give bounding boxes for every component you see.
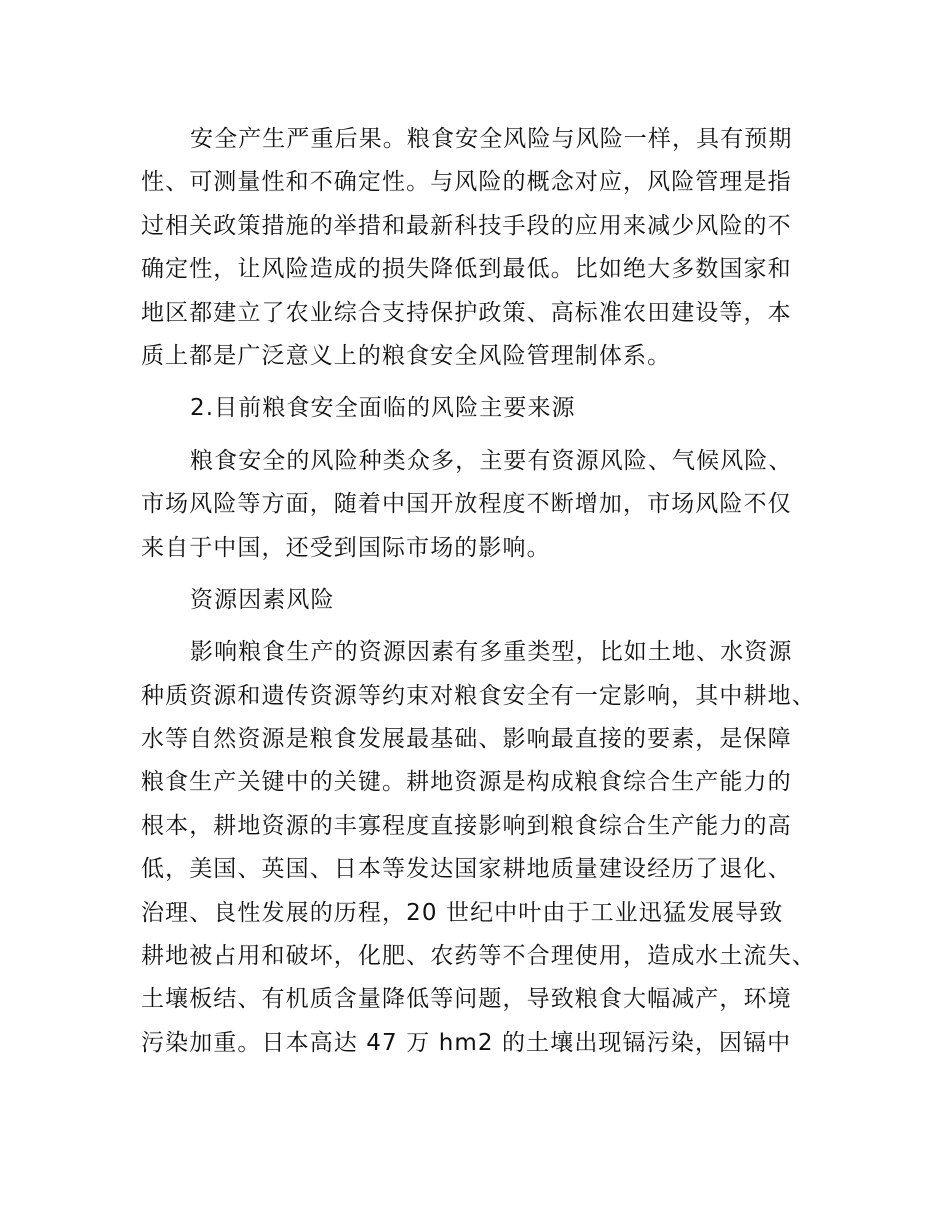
- heading-line: 2.目前粮食安全面临的风险主要来源: [190, 395, 576, 422]
- document-page: [141, 118, 816, 1065]
- text-line: 粮食安全的风险种类众多，主要有资源风险、气候风险、: [190, 447, 793, 474]
- section-heading-risk-sources: [141, 387, 813, 430]
- text-line: 治理、良性发展的历程，20 世纪中叶由于工业迅猛发展导致: [141, 899, 784, 926]
- text-line: 根本，耕地资源的丰寡程度直接影响到粮食综合生产能力的高: [141, 812, 792, 839]
- text-line: 水等自然资源是粮食发展最基础、影响最直接的要素，是保障: [141, 726, 792, 753]
- heading-line: 资源因素风险: [190, 586, 335, 613]
- text-line: 安全产生严重后果。粮食安全风险与风险一样，具有预期: [190, 126, 793, 152]
- text-line: 市场风险等方面，随着中国开放程度不断增加，市场风险不仅: [141, 491, 792, 518]
- text-line: 来自于中国，还受到国际市场的影响。: [141, 534, 551, 561]
- text-line: 地区都建立了农业综合支持保护政策、高标准农田建设等，本: [141, 299, 792, 326]
- text-line: 质上都是广泛意义上的粮食安全风险管理制体系。: [141, 342, 672, 369]
- text-line: 过相关政策措施的举措和最新科技手段的应用来减少风险的不: [141, 212, 792, 239]
- text-line: 影响粮食生产的资源因素有多重类型，比如土地、水资源: [190, 639, 793, 666]
- text-line: 污染加重。日本高达 47 万 hm2 的土壤出现镉污染，因镉中: [141, 1029, 792, 1056]
- text-line: 粮食生产关键中的关键。耕地资源是构成粮食综合生产能力的: [141, 769, 792, 796]
- text-line: 性、可测量性和不确定性。与风险的概念对应，风险管理是指: [141, 169, 792, 196]
- paragraph-risk-management: [141, 118, 813, 378]
- paragraph-resource-factors: [141, 631, 816, 1065]
- subheading-resource-risk: [141, 579, 813, 622]
- text-line: 确定性，让风险造成的损失降低到最低。比如绝大多数国家和: [141, 256, 792, 283]
- text-line: 土壤板结、有机质含量降低等问题，导致粮食大幅减产，环境: [141, 986, 792, 1013]
- paragraph-gap: [141, 570, 813, 579]
- text-line: 种质资源和遗传资源等约束对粮食安全有一定影响，其中耕地、: [141, 682, 816, 709]
- text-line: 低，美国、英国、日本等发达国家耕地质量建设经历了退化、: [141, 856, 792, 883]
- paragraph-risk-types: [141, 440, 813, 570]
- paragraph-gap: [141, 622, 813, 631]
- paragraph-gap: [141, 378, 813, 387]
- text-line: 耕地被占用和破坏，化肥、农药等不合理使用，造成水土流失、: [141, 943, 816, 970]
- paragraph-gap: [141, 431, 813, 440]
